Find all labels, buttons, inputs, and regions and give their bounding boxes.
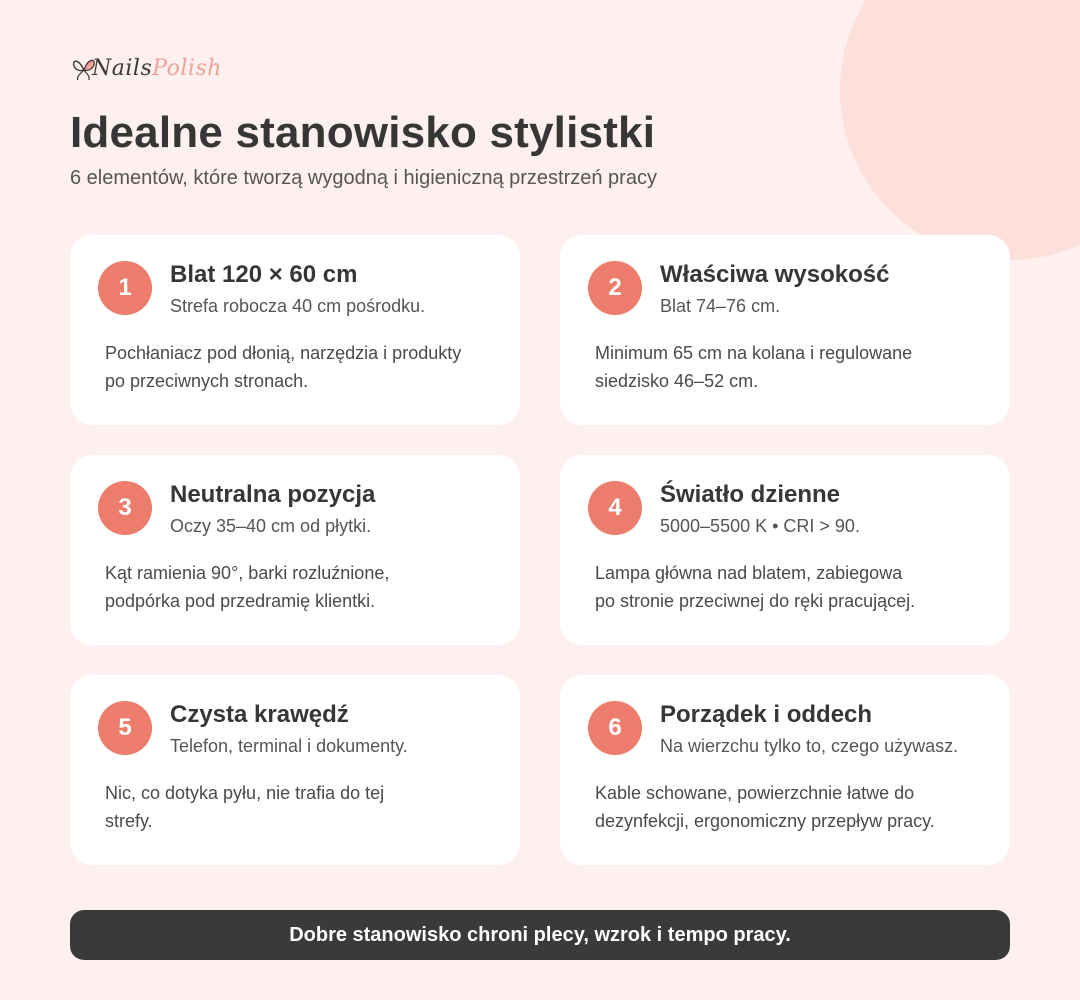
card-swiatlo (560, 455, 1010, 645)
card-title: Właściwa wysokość (660, 261, 890, 288)
card-description-line: Pochłaniacz pod dłonią, narzędzia i produkty (105, 343, 462, 363)
step-number-badge: 3 (98, 481, 152, 535)
card-description (105, 559, 505, 615)
card-subtitle: Oczy 35–40 cm od płytki. (170, 516, 372, 536)
brand-word-polish: Polish (152, 56, 222, 81)
card-subtitle: Telefon, terminal i dokumenty. (170, 736, 408, 756)
card-pozycja (70, 455, 520, 645)
card-description-line: Kąt ramienia 90°, barki rozluźnione, (105, 563, 390, 583)
card-description-line: po stronie przeciwnej do ręki pracującej. (595, 591, 916, 611)
step-number-badge: 2 (588, 261, 642, 315)
card-subtitle: Blat 74–76 cm. (660, 296, 781, 316)
card-subtitle: Strefa robocza 40 cm pośrodku. (170, 296, 426, 316)
footer-banner: Dobre stanowisko chroni plecy, wzrok i tempo pracy. (70, 910, 1010, 960)
decorative-circle (840, 0, 1080, 260)
step-number-badge: 4 (588, 481, 642, 535)
card-title: Porządek i oddech (660, 701, 873, 728)
card-description-line: siedzisko 46–52 cm. (595, 371, 759, 391)
brand-logo (70, 44, 222, 84)
step-number-badge: 1 (98, 261, 152, 315)
card-krawedz (70, 675, 520, 865)
card-wysokosc (560, 235, 1010, 425)
card-description-line: Kable schowane, powierzchnie łatwe do (595, 783, 915, 803)
card-title: Neutralna pozycja (170, 481, 376, 508)
card-description-line: po przeciwnych stronach. (105, 371, 309, 391)
page-subtitle: 6 elementów, które tworzą wygodną i higieniczną przestrzeń pracy (70, 167, 657, 189)
card-description (105, 339, 505, 395)
card-porzadek (560, 675, 1010, 865)
step-number-badge: 6 (588, 701, 642, 755)
card-description (595, 339, 995, 395)
card-description-line: Nic, co dotyka pyłu, nie trafia do tej (105, 783, 385, 803)
card-subtitle: 5000–5500 K • CRI > 90. (660, 516, 860, 536)
card-description (105, 779, 505, 835)
card-description-line: strefy. (105, 811, 153, 831)
brand-wordmark (92, 54, 222, 84)
card-description-line: Minimum 65 cm na kolana i regulowane (595, 343, 913, 363)
card-description (595, 559, 995, 615)
card-title: Czysta krawędź (170, 701, 349, 728)
card-title: Blat 120 × 60 cm (170, 261, 358, 288)
card-description (595, 779, 995, 835)
card-description-line: podpórka pod przedramię klientki. (105, 591, 376, 611)
page-title: Idealne stanowisko stylistki (70, 108, 656, 157)
card-description-line: Lampa główna nad blatem, zabiegowa (595, 563, 903, 583)
card-title: Światło dzienne (660, 481, 841, 508)
card-description-line: dezynfekcji, ergonomiczny przepływ pracy. (595, 811, 935, 831)
brand-word-nails: Nails (92, 56, 153, 81)
step-number-badge: 5 (98, 701, 152, 755)
card-blat (70, 235, 520, 425)
card-subtitle: Na wierzchu tylko to, czego używasz. (660, 736, 959, 756)
